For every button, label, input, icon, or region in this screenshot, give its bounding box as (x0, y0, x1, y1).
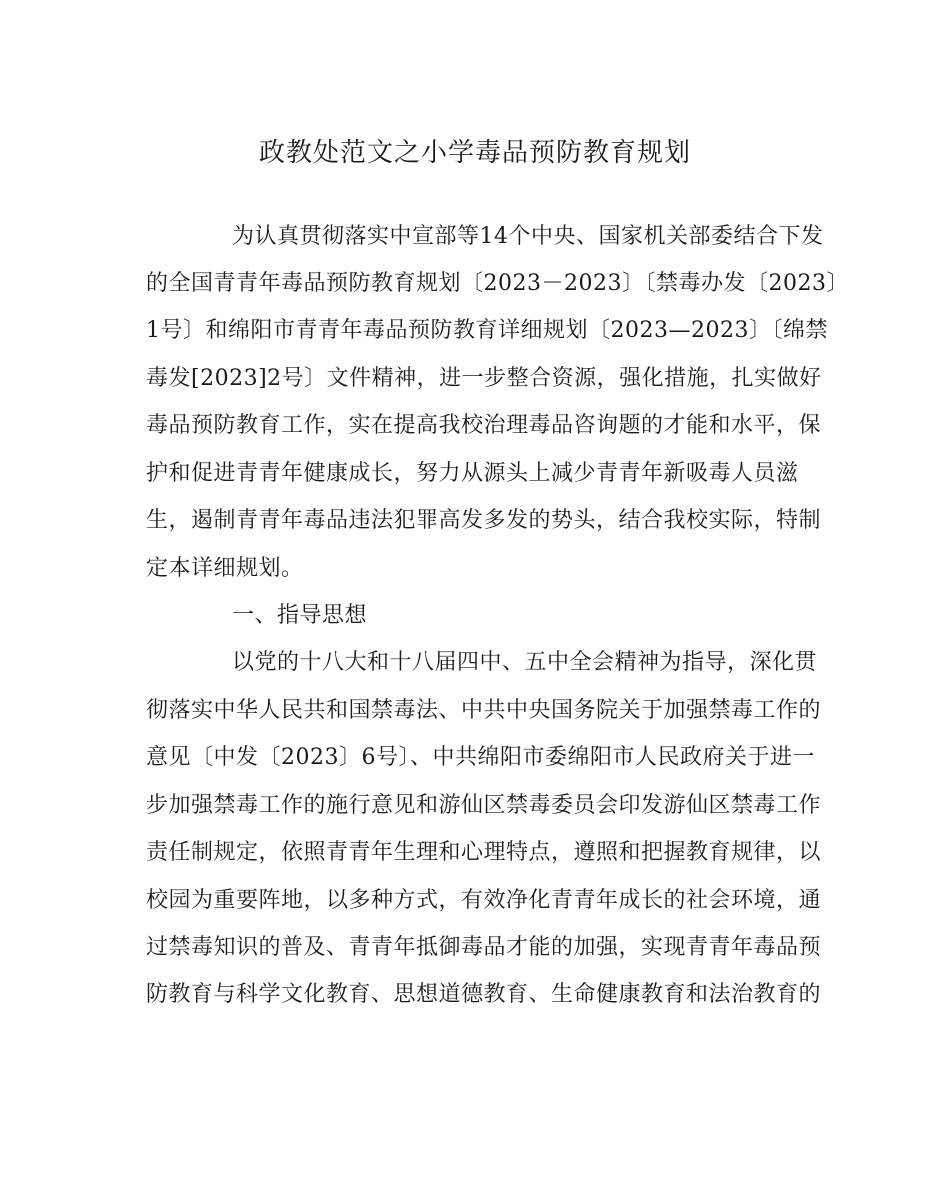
paragraph-line: 护和促进青青年健康成长，努力从源头上减少青青年新吸毒人员滋 (146, 461, 799, 486)
section-heading: 一、指导思想 (232, 603, 368, 628)
paragraph-line: 为认真贯彻落实中宣部等14个中央、国家机关部委结合下发 (232, 224, 824, 249)
paragraph-line: 校园为重要阵地，以多种方式，有效净化青青年成长的社会环境，通 (146, 888, 822, 913)
paragraph-line: 生，遏制青青年毒品违法犯罪高发多发的势头，结合我校实际，特制 (146, 508, 822, 533)
paragraph-line: 过禁毒知识的普及、青青年抵御毒品才能的加强，实现青青年毒品预 (146, 935, 822, 960)
paragraph-line: 毒品预防教育工作，实在提高我校治理毒品咨询题的才能和水平，保 (146, 413, 822, 438)
paragraph-line: 责任制规定，依照青青年生理和心理特点，遵照和把握教育规律，以 (146, 840, 822, 865)
paragraph-line: 彻落实中华人民共和国禁毒法、中共中央国务院关于加强禁毒工作的 (146, 698, 822, 723)
paragraph-line: 1号〕和绵阳市青青年毒品预防教育详细规划〔2023—2023〕〔绵禁 (146, 318, 828, 343)
paragraph-line: 意见〔中发〔2023〕6号〕、中共绵阳市委绵阳市人民政府关于进一 (146, 745, 815, 770)
paragraph-line: 步加强禁毒工作的施行意见和游仙区禁毒委员会印发游仙区禁毒工作 (146, 793, 822, 818)
paragraph-line: 毒发[2023]2号〕文件精神，进一步整合资源，强化措施，扎实做好 (146, 366, 822, 391)
paragraph-line: 定本详细规划。 (146, 556, 304, 581)
document-title: 政教处范文之小学毒品预防教育规划 (258, 138, 691, 168)
paragraph-line: 防教育与科学文化教育、思想道德教育、生命健康教育和法治教育的 (146, 982, 822, 1007)
paragraph-line: 以党的十八大和十八届四中、五中全会精神为指导，深化贯 (232, 650, 818, 675)
paragraph-line: 的全国青青年毒品预防教育规划〔2023－2023〕〔禁毒办发〔2023〕 (146, 271, 849, 296)
